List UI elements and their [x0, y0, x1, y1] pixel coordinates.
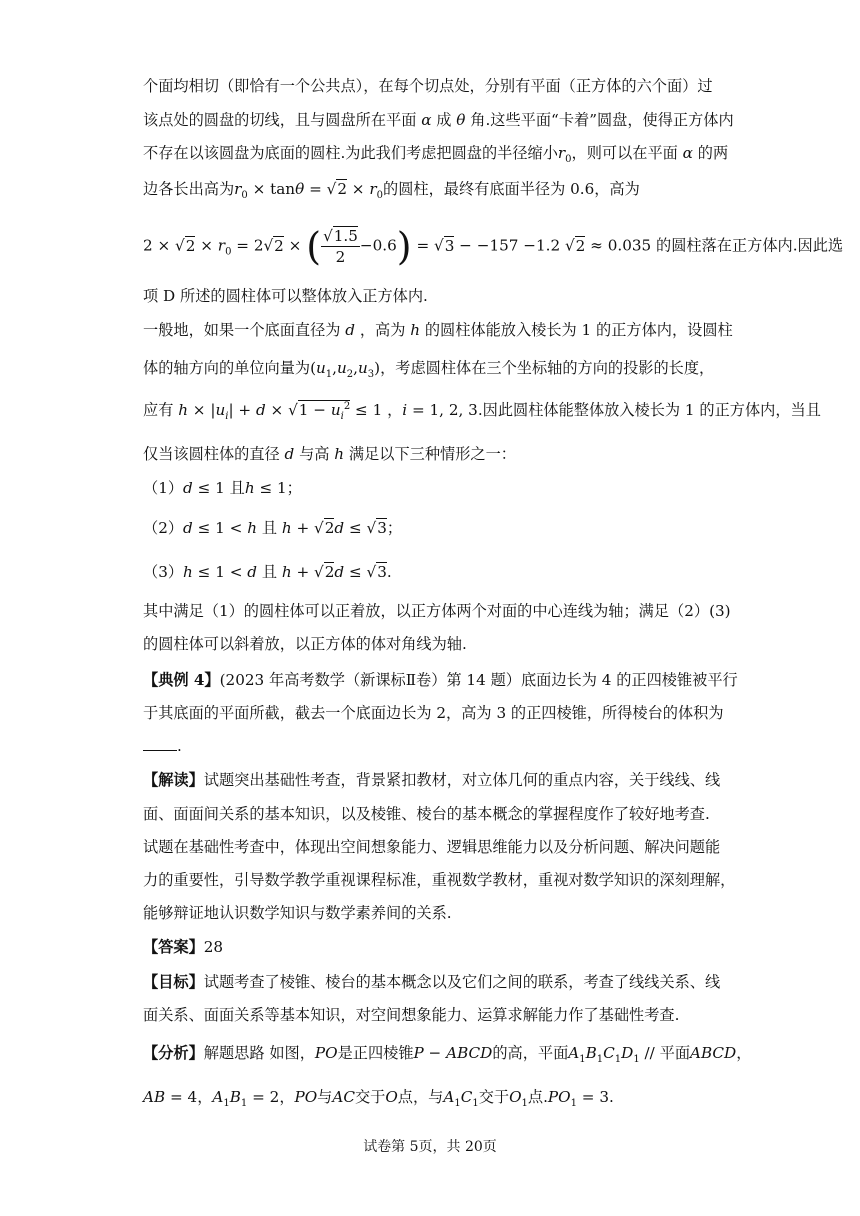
text-line-2: 该点处的圆盘的切线，且与圆盘所在平面 α 成 θ 角.这些平面“卡着”圆盘，使得正方体内: [143, 111, 734, 129]
text-line-9: 应有 $h \times |u_i| + d \times √1 - u_i^2 \le 1$ ，i = 1, 2, 3.因此圆柱体能整体放入棱长为 1 的正方体内，当且: [143, 400, 821, 423]
text-line-3: 不存在以该圆盘为底面的圆柱.为此我们考虑把圆盘的半径缩小$r_0$，则可以在平面 α 的两: [143, 144, 729, 166]
text-line-15: 的圆柱体可以斜着放，以正方体的体对角线为轴.: [143, 635, 467, 653]
interpretation-line-5: 能够辩证地认识数学知识与数学素养间的关系.: [143, 904, 452, 922]
example-4-line-1: 【典例 4】(2023 年高考数学（新课标Ⅱ卷）第 14 题）底面边长为 4 的正四棱锥被平行: [143, 671, 738, 689]
answer-line: 【答案】28: [143, 938, 224, 956]
objective-line-2: 面关系、面面关系等基本知识，对空间想象能力、运算求解能力作了基础性考查.: [143, 1006, 680, 1024]
case-2: （2）d ≤ 1 < h 且 h + √2d ≤ √3；: [143, 519, 403, 537]
text-line-8: 体的轴方向的单位向量为$(u_1,u_2,u_3)$，考虑圆柱体在三个坐标轴的方向的投影的长度，: [143, 359, 715, 381]
text-line-7: 一般地，如果一个底面直径为 d ，高为 h 的圆柱体能放入棱长为 1 的正方体内，设圆柱: [143, 321, 733, 339]
case-1: （1）d ≤ 1 且h ≤ 1；: [143, 479, 302, 497]
interpretation-line-2: 面、面面间关系的基本知识，以及棱锥、棱台的基本概念的掌握程度作了较好地考查.: [143, 805, 710, 823]
page-footer: 试卷第 5页，共 20页: [363, 1139, 497, 1155]
case-3: （3）h ≤ 1 < d 且 h + √2d ≤ √3.: [143, 563, 392, 581]
text-line-1: 个面均相切（即恰有一个公共点），在每个切点处，分别有平面（正方体的六个面）过: [143, 77, 713, 95]
interpretation-line-3: 试题在基础性考查中，体现出空间想象能力、逻辑思维能力以及分析问题、解决问题能: [143, 838, 721, 856]
answer-blank: .: [143, 736, 182, 756]
text-line-14: 其中满足（1）的圆柱体可以正着放，以正方体两个对面的中心连线为轴；满足（2）(3): [143, 602, 731, 620]
objective-line-1: 【目标】试题考查了棱锥、棱台的基本概念以及它们之间的联系，考查了线线关系、线: [143, 973, 721, 991]
text-line-10: 仅当该圆柱体的直径 d 与高 h 满足以下三种情形之一：: [143, 445, 516, 463]
interpretation-line-1: 【解读】试题突出基础性考查，背景紧扣教材，对立体几何的重点内容，关于线线、线: [143, 771, 721, 789]
text-line-6: 项 D 所述的圆柱体可以整体放入正方体内.: [143, 287, 428, 305]
analysis-line-1: 【分析】解题思路 如图，PO是正四棱锥P − ABCD的高，平面$A_1B_1C_1D_1$ // 平面ABCD，: [143, 1044, 752, 1066]
text-line-4: 边各长出高为$r_0 \times \tan\theta = √2 \times r_0$的圆柱，最终有底面半径为 0.6，高为: [143, 180, 640, 202]
blank-line: [143, 736, 177, 751]
example-4-line-2: 于其底面的平面所截，截去一个底面边长为 2，高为 3 的正四棱锥，所得棱台的体积为: [143, 704, 724, 722]
formula-line-5: $2 \times √2 \times r_0 = 2√2$ × ( $\frac{√1.5}{2}$ −0.6) = √3 − −157 −1.2 √2 ≈ 0.035 的圆柱落在正方体内.因此选: [143, 224, 844, 269]
interpretation-line-4: 力的重要性，引导数学教学重视课程标准，重视数学教材，重视对数学知识的深刻理解，: [143, 871, 736, 889]
analysis-line-2: AB = 4，$A_1B_1 = 2$，PO与AC交于O点，与$A_1C_1$交于$O_1$点$.PO_1 = 3$.: [143, 1088, 614, 1110]
